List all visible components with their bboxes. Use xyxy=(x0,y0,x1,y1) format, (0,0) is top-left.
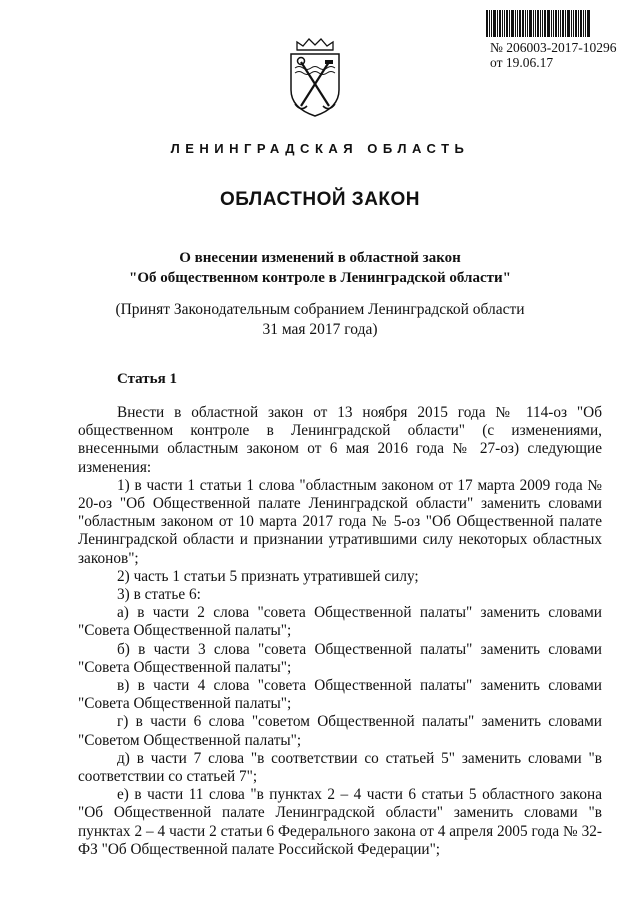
barcode-bar xyxy=(522,10,524,37)
paragraph: а) в части 2 слова "совета Общественной палаты" заменить словами "Совета Общественной палаты"; xyxy=(78,604,602,640)
article-heading: Статья 1 xyxy=(117,371,177,387)
barcode-bar xyxy=(540,10,541,37)
document-type-heading: ОБЛАСТНОЙ ЗАКОН xyxy=(219,189,421,210)
barcode-bar xyxy=(587,10,590,37)
law-title-line: "Об общественном контроле в Ленинградской области" xyxy=(129,270,511,286)
barcode-bar xyxy=(502,10,503,37)
paragraph: Внести в областной закон от 13 ноября 2015 года № 114-оз "Об общественном контроле в Ленинградской области" (с изменениями, внесенными областным законом от 6 мая 2016 года № 27-оз) следующие изменения: xyxy=(78,404,602,476)
barcode-bar xyxy=(519,10,521,37)
paragraph: 3) в статье 6: xyxy=(117,586,201,604)
barcode-bar xyxy=(547,10,550,37)
barcode-bar xyxy=(509,10,510,37)
paragraph: д) в части 7 слова "в соответствии со статьей 5" заменить словами "в соответствии со статьей 7"; xyxy=(78,749,602,786)
barcode-bar xyxy=(567,10,570,37)
barcode-bar xyxy=(553,10,554,37)
barcode-bar xyxy=(493,10,496,37)
barcode-bar xyxy=(580,10,582,37)
barcode-bar xyxy=(535,10,536,37)
paragraph: 1) в части 1 статьи 1 слова "областным законом от 17 марта 2009 года № 20-оз "Об Общественной палате Ленинградской области" заменить словами "областным законом от 10 марта 2017 года № 5-оз "Об Общественной палате Ленинградской области и признании утратившими силу некоторых областных законов"; xyxy=(78,476,602,567)
barcode-bar xyxy=(575,10,577,37)
barcode-bar xyxy=(560,10,561,37)
barcode-bar xyxy=(486,10,488,37)
barcode-bar xyxy=(555,10,557,37)
registration-date: от 19.06.17 xyxy=(490,55,554,70)
barcode-bar xyxy=(585,10,586,37)
paragraph: в) в части 4 слова "совета Общественной палаты" заменить словами "Совета Общественной палаты"; xyxy=(78,677,602,713)
barcode-bar xyxy=(583,10,584,37)
barcode-bar xyxy=(515,10,516,37)
barcode-bar xyxy=(533,10,534,37)
region-heading: ЛЕНИНГРАДСКАЯ ОБЛАСТЬ xyxy=(170,141,470,156)
barcode-bar xyxy=(504,10,505,37)
barcode-bar xyxy=(517,10,518,37)
registration-number: № 206003-2017-10296 xyxy=(490,40,617,55)
barcode-bar xyxy=(537,10,539,37)
paragraph: е) в части 11 слова "в пунктах 2 – 4 части 6 статьи 5 областного закона "Об Общественной палате Ленинградской области" заменить словами "в пунктах 2 – 4 части 2 статьи 6 Федерального закона от 4 апреля 2005 года № 32-ФЗ "Об Общественной палате Российской Федерации"; xyxy=(78,786,602,858)
paragraph: 2) часть 1 статьи 5 признать утратившей силу; xyxy=(117,567,419,585)
barcode-bar xyxy=(571,10,572,37)
adoption-note-line: (Принят Законодательным собранием Ленинградской области xyxy=(115,301,525,318)
barcode-bar xyxy=(578,10,579,37)
barcode-bar xyxy=(491,10,492,37)
adoption-note xyxy=(0,300,640,340)
law-title-line: О внесении изменений в областной закон xyxy=(179,250,461,266)
registration-info xyxy=(490,40,617,70)
barcode-bar xyxy=(497,10,498,37)
paragraph: г) в части 6 слова "советом Общественной палаты" заменить словами "Советом Общественной палаты"; xyxy=(78,713,602,749)
barcode-bar xyxy=(558,10,559,37)
barcode-bar xyxy=(527,10,528,37)
barcode-bar xyxy=(525,10,526,37)
barcode-bar xyxy=(499,10,501,37)
barcode-bar xyxy=(511,10,514,37)
barcode-bar xyxy=(529,10,532,37)
coat-of-arms-icon xyxy=(283,36,347,120)
article-body xyxy=(78,404,602,859)
adoption-note-line: 31 мая 2017 года) xyxy=(262,321,378,338)
barcode xyxy=(486,10,614,37)
barcode-bar xyxy=(565,10,566,37)
barcode-bar xyxy=(489,10,490,37)
barcode-bar xyxy=(544,10,546,37)
barcode-bar xyxy=(506,10,508,37)
law-title xyxy=(0,248,640,288)
paragraph: б) в части 3 слова "совета Общественной палаты" заменить словами "Совета Общественной палаты"; xyxy=(78,640,602,676)
barcode-bar xyxy=(542,10,543,37)
barcode-bar xyxy=(573,10,574,37)
barcode-bar xyxy=(551,10,552,37)
barcode-bar xyxy=(562,10,564,37)
